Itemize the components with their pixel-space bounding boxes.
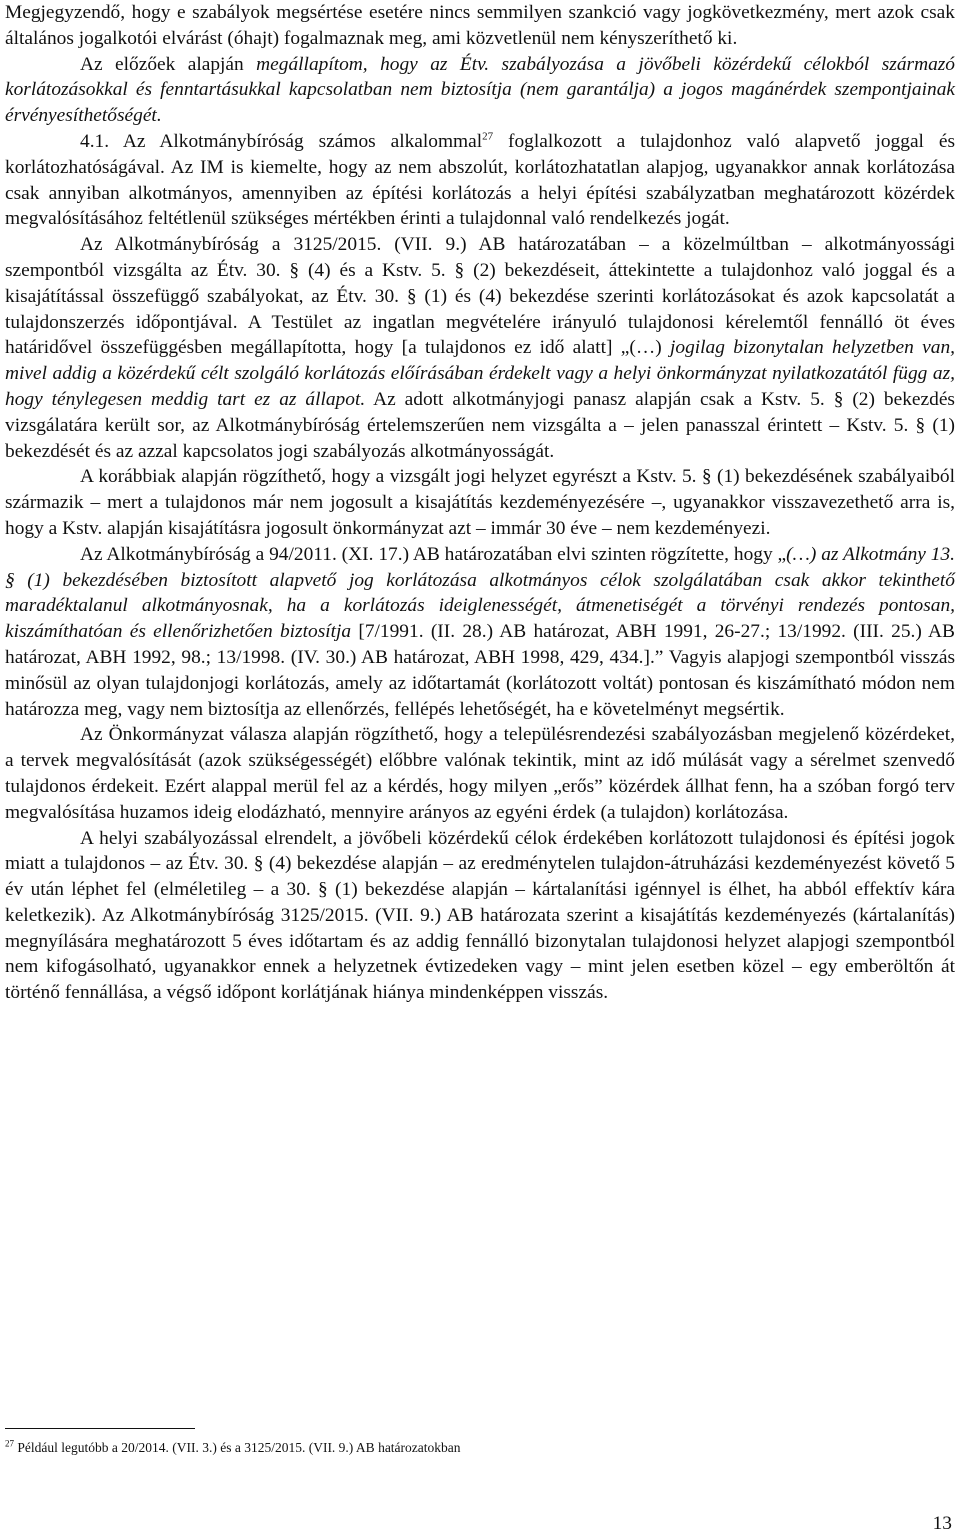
text-run: Az Alkotmánybíróság a 94/2011. (XI. 17.) AB határozatában elvi szinten rögzítette, hogy „ [80,543,787,565]
footnote-text: Például legutóbb a 20/2014. (VII. 3.) és a 3125/2015. (VII. 9.) AB határozatokban [14,1440,461,1455]
text-run: Az előzőek alapján [80,53,257,75]
footnote-number: 27 [5,1438,14,1449]
text-run: Az adott alkotmányjogi panasz alapján csak a Kstv. 5. § (2) bekezdés vizsgálatára került sor, az Alkotmánybíróság értelemszerűen nem vizsgálta a – jelen panasszal érintett – Kstv. 5. § (1) bekezdését és az azzal kapcsolatos jogi szabályozás alkotmányosságát. [5,388,955,462]
paragraph [5,0,955,52]
text-run: foglalkozott a tulajdonhoz való alapvető joggal és korlátozhatóságával. Az IM is kiemelte, hogy az nem abszolút, korlátozhatatlan alapjog, ugyanakkor annak korlátozása csak annyiban alkotmányos, amennyiben az építési korlátozás a helyi építési szabályzatban meghatározott közérdek megvalósításához feltétlenül szükséges mértékben érinti a tulajdonnal való rendelkezés jogát. [5,130,955,230]
italic-text: megállapítom, hogy az Étv. szabályozása a jövőbeli közérdekű célokból származó korlátozásokkal és fenntartásukkal kapcsolatban nem biztosítja (nem garantálja) a jogos magánérdek szempontjainak érvényesíthetőségét. [5,53,956,127]
text-run: A helyi szabályozással elrendelt, a jövőbeli közérdekű célok érdekében korlátozott tulajdonosi és építési jogok miatt a tulajdonos – az Étv. 30. § (4) bekezdése alapján – az eredménytelen tulajdon-átruházási kezdeményezést követő 5 év után léphet fel (elméletileg – a 30. § (1) bekezdése alapján – kártalanítási igénnyel is élhet, ha abból effektív kára keletkezik). Az Alkotmánybíróság 3125/2015. (VII. 9.) AB határozata szerint a kisajátítás kezdeményezés (kártalanítás) megnyílására meghatározott 5 éves időtartam és az addig fennálló bizonytalan tulajdonosi helyzet alapjogi szempontból nem kifogásolható, ugyanakkor ennek a helyzetnek évtizedeken vagy – mint jelen esetben közel – egy emberöltőn át történő fennállása, a végső időpont korlátjának hiánya mindenképpen visszás. [5,827,955,1004]
italic-text: jogilag bizonytalan helyzetben van, mivel addig a közérdekű célt szolgáló korlátozás előírásában érdekelt vagy a helyi önkormányzat nyilatkozatától függ az, hogy ténylegesen meddig tart ez az állapot. [5,337,955,410]
text-run: 4.1. Az Alkotmánybíróság számos alkalommal [80,130,483,152]
text-run: [7/1991. (II. 28.) AB határozat, ABH 1991, 26-27.; 13/1992. (III. 25.) AB határozat, ABH 1992, 98.; 13/1998. (IV. 30.) AB határozat, ABH 1998, 429, 434.].” Vagyis alapjogi szempontból visszás minősül az olyan tulajdonjogi korlátozás, amely az időtartamát (korlátozott voltát) pontosan és kiszámítható módon nem határozza meg, vagy nem biztosítja az ellenőrzés, fellépés lehetőségét, ha e követelményt megsértik. [5,621,955,720]
footnote-section [5,1428,955,1456]
paragraph [5,129,955,232]
footnote-separator [5,1428,195,1429]
paragraph [5,464,955,541]
paragraph [5,722,955,825]
footnote-27 [5,1439,955,1456]
italic-text: (…) az Alkotmány 13. § (1) bekezdésében biztosított alapvető jog korlátozása alkotmányos célok szolgálatában csak akkor tekinthető maradéktalanul alkotmányosnak, ha a korlátozás ideiglenességét, átmenetiségét a törvényi rendezés pontosan, kiszámíthatóan és ellenőrizhetően biztosítja [5,543,955,643]
paragraph [5,232,955,464]
footnote-reference: 27 [482,130,494,143]
paragraph [5,542,955,723]
page-number: 13 [932,1513,952,1534]
text-run: Az Önkormányzat válasza alapján rögzíthető, hogy a településrendezési szabályozásban megjelenő közérdeket, a tervek megvalósítását (azok szükségességét) előbbre valónak tekintik, mint az idő múlását vagy a sérelmet szenvedő tulajdonos érdekeit. Ezért alappal merül fel az a kérdés, hogy milyen „erős” közérdek állhat fenn, ha a szóban forgó terv megvalósítása huzamos ideig elodázható, mennyire arányos az egyéni érdek (a tulajdon) korlátozása. [5,724,955,823]
text-run: A korábbiak alapján rögzíthető, hogy a vizsgált jogi helyzet egyrészt a Kstv. 5. § (1) bekezdésének szabályaiból származik – mert a tulajdonos már nem jogosult a kisajátítás kezdeményezésére –, ugyanakkor visszavezethető arra is, hogy a Kstv. alapján kisajátításra jogosult önkormányzat azt – immár 30 éve – nem kezdeményezi. [5,466,955,539]
text-run: Megjegyzendő, hogy e szabályok megsértése esetére nincs semmilyen szankció vagy jogkövetkezmény, mert azok csak általános jogalkotói elvárást (óhajt) fogalmaznak meg, ami közvetlenül nem kényszeríthető ki. [5,2,955,49]
text-run: Az Alkotmánybíróság a 3125/2015. (VII. 9.) AB határozatában – a közelmúltban – alkotmányossági szempontból vizsgálta az Étv. 30. § (4) és a Kstv. 5. § (2) bekezdéseit, áttekintette a tulajdonhoz való joggal és a kisajátítással összefüggő szabályokat, az Étv. 30. § (1) és (4) bekezdése szerinti korlátozásokat és azok kapcsolatát a tulajdonszerzés időpontjával. A Testület az ingatlan megvételére irányuló tulajdonosi kérelemtől fennálló öt éves határidővel összefüggésben megállapította, hogy [a tulajdonos ez idő alatt] „(…) [5,234,955,359]
document-body [5,0,955,1006]
paragraph [5,52,955,129]
paragraph [5,826,955,1007]
